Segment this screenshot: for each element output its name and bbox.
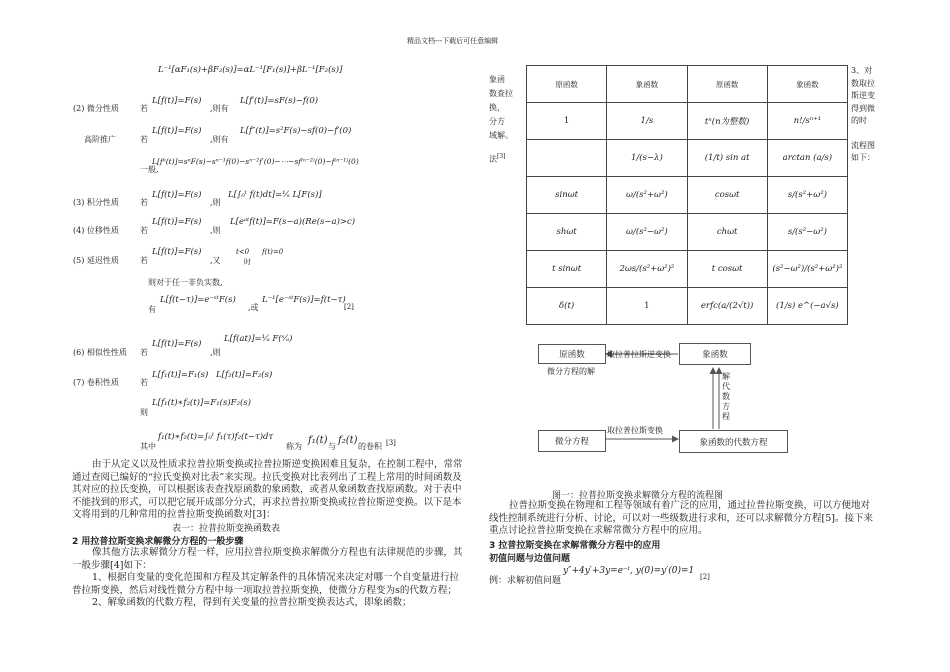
- has-word: 有: [148, 305, 156, 314]
- margin-line: 得到微: [851, 103, 875, 113]
- label-char: 方: [722, 402, 730, 411]
- and-word: 与: [328, 442, 336, 451]
- box-differential-equation: 微分方程: [538, 430, 606, 452]
- table-cell: 1: [527, 103, 607, 140]
- margin-fragment-right: [851, 65, 875, 165]
- example-equation: y″+4y′+3y=e⁻ᵗ, y(0)=y′(0)=1: [563, 566, 695, 576]
- delay-result: L[f(t−τ)]=e⁻ˢᵗF(s): [160, 295, 236, 305]
- table-cell: 1: [607, 288, 687, 325]
- general-prefix: 一般,: [140, 165, 159, 174]
- margin-fragment-middle: [489, 73, 513, 143]
- section-2-intro: 像其他方法求解微分方程一样，应用拉普拉斯变换求解微分方程也有法律规范的步骤，其一般步骤[4]如下：: [72, 547, 463, 571]
- table-row: [527, 288, 848, 325]
- convolution-definition: f₁(t)∗f₂(t)=∫₀ᵗ f₁(τ)f₂(t−τ)dτ: [158, 432, 274, 442]
- margin-line: 如下：: [851, 153, 875, 162]
- integral-result: L[∫₀ᵗ f(t)dt]=¹⁄ₛ L[F(s)]: [228, 190, 322, 200]
- convolution-result: L[f₁(t)∗f₂(t)]=F₁(s)F₂(s): [152, 398, 251, 408]
- table-caption: 表一：拉普拉斯变换函数表: [172, 524, 281, 534]
- called-word: 称为: [286, 442, 302, 451]
- margin-line: 斯逆变: [851, 91, 875, 100]
- margin-line: 换，: [489, 103, 505, 112]
- header-cell: 原函数: [687, 66, 767, 103]
- margin-line: 象函: [489, 75, 505, 84]
- table-row: [527, 103, 848, 140]
- where-word: 其中: [140, 442, 156, 451]
- lookup-paragraph: 由于从定义以及性质求拉普拉斯变换或拉普拉斯逆变换困难且复杂，在控制工程中，常常通过查阅已编好的“拉氏变换对比表”来实现。拉氏变换对比表列出了工程上常用的时间函数及其对应的拉氏变换，可以根据该表查找原函数的象函数，或者从象函数查找原函数。对于表中不能找到的形式，可以把它展开成部分分式，再求拉普拉斯变换或拉普拉斯逆变换。以下是本文将用到的几种常用的拉普拉斯变换函数对[3]：: [72, 459, 463, 520]
- table-cell: ω/(s²+ω²): [607, 177, 687, 214]
- margin-line: 域解。: [489, 131, 513, 140]
- then-word: ,则: [210, 226, 221, 235]
- label-solve-algebraic: [722, 372, 730, 422]
- integral-condition: L[f(t)]=F(s): [152, 190, 202, 200]
- margin-line: 的时: [851, 116, 867, 125]
- label-char: 代: [722, 382, 730, 391]
- delay-property-label: (5) 延迟性质: [73, 256, 119, 265]
- f2-symbol: f₂(t): [338, 435, 358, 446]
- table-cell: s/(s²−ω²): [767, 214, 847, 251]
- box-image-function: 象函数: [679, 343, 751, 365]
- page-header: 精品文档---下载后可任意编辑: [407, 37, 499, 45]
- label-inverse-transform: 取拉普拉斯逆变换: [607, 350, 671, 359]
- table-cell: (s²−ω²)/(s²+ω²)²: [767, 251, 847, 288]
- section-3-title: 3 拉普拉斯变换在求解常微分方程中的应用: [489, 541, 661, 551]
- table-header-row: [527, 66, 848, 103]
- if-word: 若: [140, 104, 148, 113]
- citation: [2]: [344, 303, 354, 311]
- table-cell: s/(s²+ω²): [767, 177, 847, 214]
- margin-line: 数取拉: [851, 78, 875, 88]
- delay-inverse: L⁻¹[e⁻ˢᵗF(s)]=f(t−τ): [262, 295, 346, 305]
- laplace-transform-table: [526, 65, 848, 325]
- convolution-condition-2: L[f₂(t)]=F₂(s): [216, 370, 273, 380]
- step-1: 1、根据自变量的变化范围和方程及其定解条件的具体情况来决定对哪一个自变量进行拉普拉斯变换，然后对线性微分方程中每一项取拉普拉斯变换，使微分方程变为s的代数方程；: [72, 572, 460, 596]
- table-cell: 1/s: [607, 103, 687, 140]
- table-cell: tⁿ(n为整数): [687, 103, 767, 140]
- header-cell: 象函数: [767, 66, 847, 103]
- margin-line: 数查拉: [489, 89, 513, 98]
- step-2: 2、解象函数的代数方程，得到有关变量的拉普拉斯变换表达式，即象函数；: [92, 597, 412, 608]
- table-cell: t cosωt: [687, 251, 767, 288]
- table-cell: [527, 140, 607, 177]
- table-cell: ω/(s²−ω²): [607, 214, 687, 251]
- box-original-function: 原函数: [538, 344, 606, 364]
- delay-cond-t: t<0: [236, 248, 250, 256]
- margin-method: [489, 153, 506, 165]
- similarity-condition: L[f(t)]=F(s): [152, 339, 202, 349]
- higher-order-label: 高阶推广: [84, 135, 116, 144]
- then-word: ,则: [210, 198, 221, 207]
- shift-result: L[eᵃᵗf(t)]=F(s−a)(Re(s−a)>c): [230, 217, 356, 227]
- then-word: ,则: [210, 348, 221, 357]
- margin-line: 分方: [489, 117, 505, 126]
- method-label: 法: [489, 154, 497, 164]
- shift-property-label: (4) 位移性质: [73, 226, 119, 235]
- citation: [2]: [700, 573, 710, 581]
- diff-condition: L[f(t)]=F(s): [152, 96, 202, 106]
- label-char: 解: [722, 372, 730, 381]
- then-word: ,则有: [210, 135, 229, 144]
- section-3-subtitle: 初值问题与边值问题: [489, 554, 571, 564]
- table-row: [527, 140, 848, 177]
- table-cell: t sinωt: [527, 251, 607, 288]
- similarity-result: L[f(at)]=¹⁄ₐ F(ˢ⁄ₐ): [224, 334, 293, 344]
- if-word: 若: [140, 135, 148, 144]
- table-cell: cosωt: [687, 177, 767, 214]
- header-cell: 原函数: [527, 66, 607, 103]
- or-word: ,或: [248, 303, 259, 312]
- table-cell: 2ωs/(s²+ω²)²: [607, 251, 687, 288]
- label-ode-solution: 微分方程的解: [547, 367, 595, 376]
- f1-symbol: f₁(t): [308, 435, 328, 446]
- diff-result: L[f′(t)]=sF(s)−f(0): [240, 96, 319, 106]
- when-word: 时: [244, 258, 251, 266]
- delay-text: 则对于任一非负实数,: [148, 278, 223, 287]
- convolution-condition-1: L[f₁(t)]=F₁(s): [152, 370, 209, 380]
- table-cell: shωt: [527, 214, 607, 251]
- table-cell: sinωt: [527, 177, 607, 214]
- table-row: [527, 214, 848, 251]
- also-word: ,又: [210, 256, 221, 265]
- example-prefix: 例：求解初值问题: [489, 576, 562, 586]
- table-cell: chωt: [687, 214, 767, 251]
- if-word: 若: [140, 378, 148, 387]
- header-cell: 象函数: [607, 66, 687, 103]
- then-word: 则: [140, 408, 148, 417]
- if-word: 若: [140, 226, 148, 235]
- higher-result: L[f″(t)]=s²F(s)−sf(0)−f′(0): [240, 126, 352, 136]
- label-char: 数: [722, 392, 730, 401]
- if-word: 若: [140, 348, 148, 357]
- integral-property-label: (3) 积分性质: [73, 198, 119, 207]
- figure-caption: 图一：拉普拉斯变换求解微分方程的流程图: [552, 491, 724, 501]
- delay-cond-f: f(t)=0: [262, 248, 284, 256]
- margin-line: [851, 128, 875, 140]
- diff-property-label: (2) 微分性质: [73, 104, 119, 113]
- table-cell: 1/(s−λ): [607, 140, 687, 177]
- if-word: 若: [140, 256, 148, 265]
- delay-condition: L[f(t)]=F(s): [152, 247, 202, 257]
- table-row: [527, 177, 848, 214]
- margin-line: 3、对: [851, 66, 873, 75]
- table-row: [527, 251, 848, 288]
- margin-line: 流程图: [851, 140, 875, 150]
- table-cell: (1/t) sin at: [687, 140, 767, 177]
- higher-condition: L[f(t)]=F(s): [152, 126, 202, 136]
- table-cell: erfc(a/(2√t)): [687, 288, 767, 325]
- table-cell: arctan (a/s): [767, 140, 847, 177]
- similarity-property-label: (6) 相似性性质: [73, 348, 127, 357]
- citation: [3]: [386, 439, 396, 447]
- box-algebraic-equation: 象函数的代数方程: [679, 430, 788, 453]
- table-cell: (1/s) e^(−a√s): [767, 288, 847, 325]
- then-word: ,则有: [210, 104, 229, 113]
- label-char: 程: [722, 412, 730, 421]
- linearity-formula: L⁻¹[αF₁(s)+βF₂(s)]=αL⁻¹[F₁(s)]+βL⁻¹[F₂(s)]: [158, 65, 343, 75]
- if-word: 若: [140, 198, 148, 207]
- shift-condition: L[f(t)]=F(s): [152, 217, 202, 227]
- convolution-property-label: (7) 卷积性质: [73, 378, 119, 387]
- label-transform: 取拉普拉斯变换: [607, 426, 663, 435]
- general-formula: L[fⁿ(t)]=sⁿF(s)−sⁿ⁻¹f(0)−sⁿ⁻²f′(0)−⋯−sf⁽ⁿ⁻²⁾(0)−f⁽ⁿ⁻¹⁾(0): [152, 157, 359, 166]
- table-cell: n!/sⁿ⁺¹: [767, 103, 847, 140]
- citation: [3]: [497, 153, 506, 160]
- applications-paragraph: 拉普拉斯变换在物理和工程等领域有着广泛的应用，通过拉普拉斯变换，可以方便地对线性控制系统进行分析、讨论，可以对一些级数进行求和，还可以求解微分方程[5]。接下来重点讨论拉普拉斯变换在求解常微分方程中的应用。: [489, 500, 873, 536]
- convolution-word: 的卷积: [358, 442, 382, 451]
- section-2-title: 2 用拉普拉斯变换求解微分方程的一般步骤: [72, 537, 244, 547]
- table-cell: δ(t): [527, 288, 607, 325]
